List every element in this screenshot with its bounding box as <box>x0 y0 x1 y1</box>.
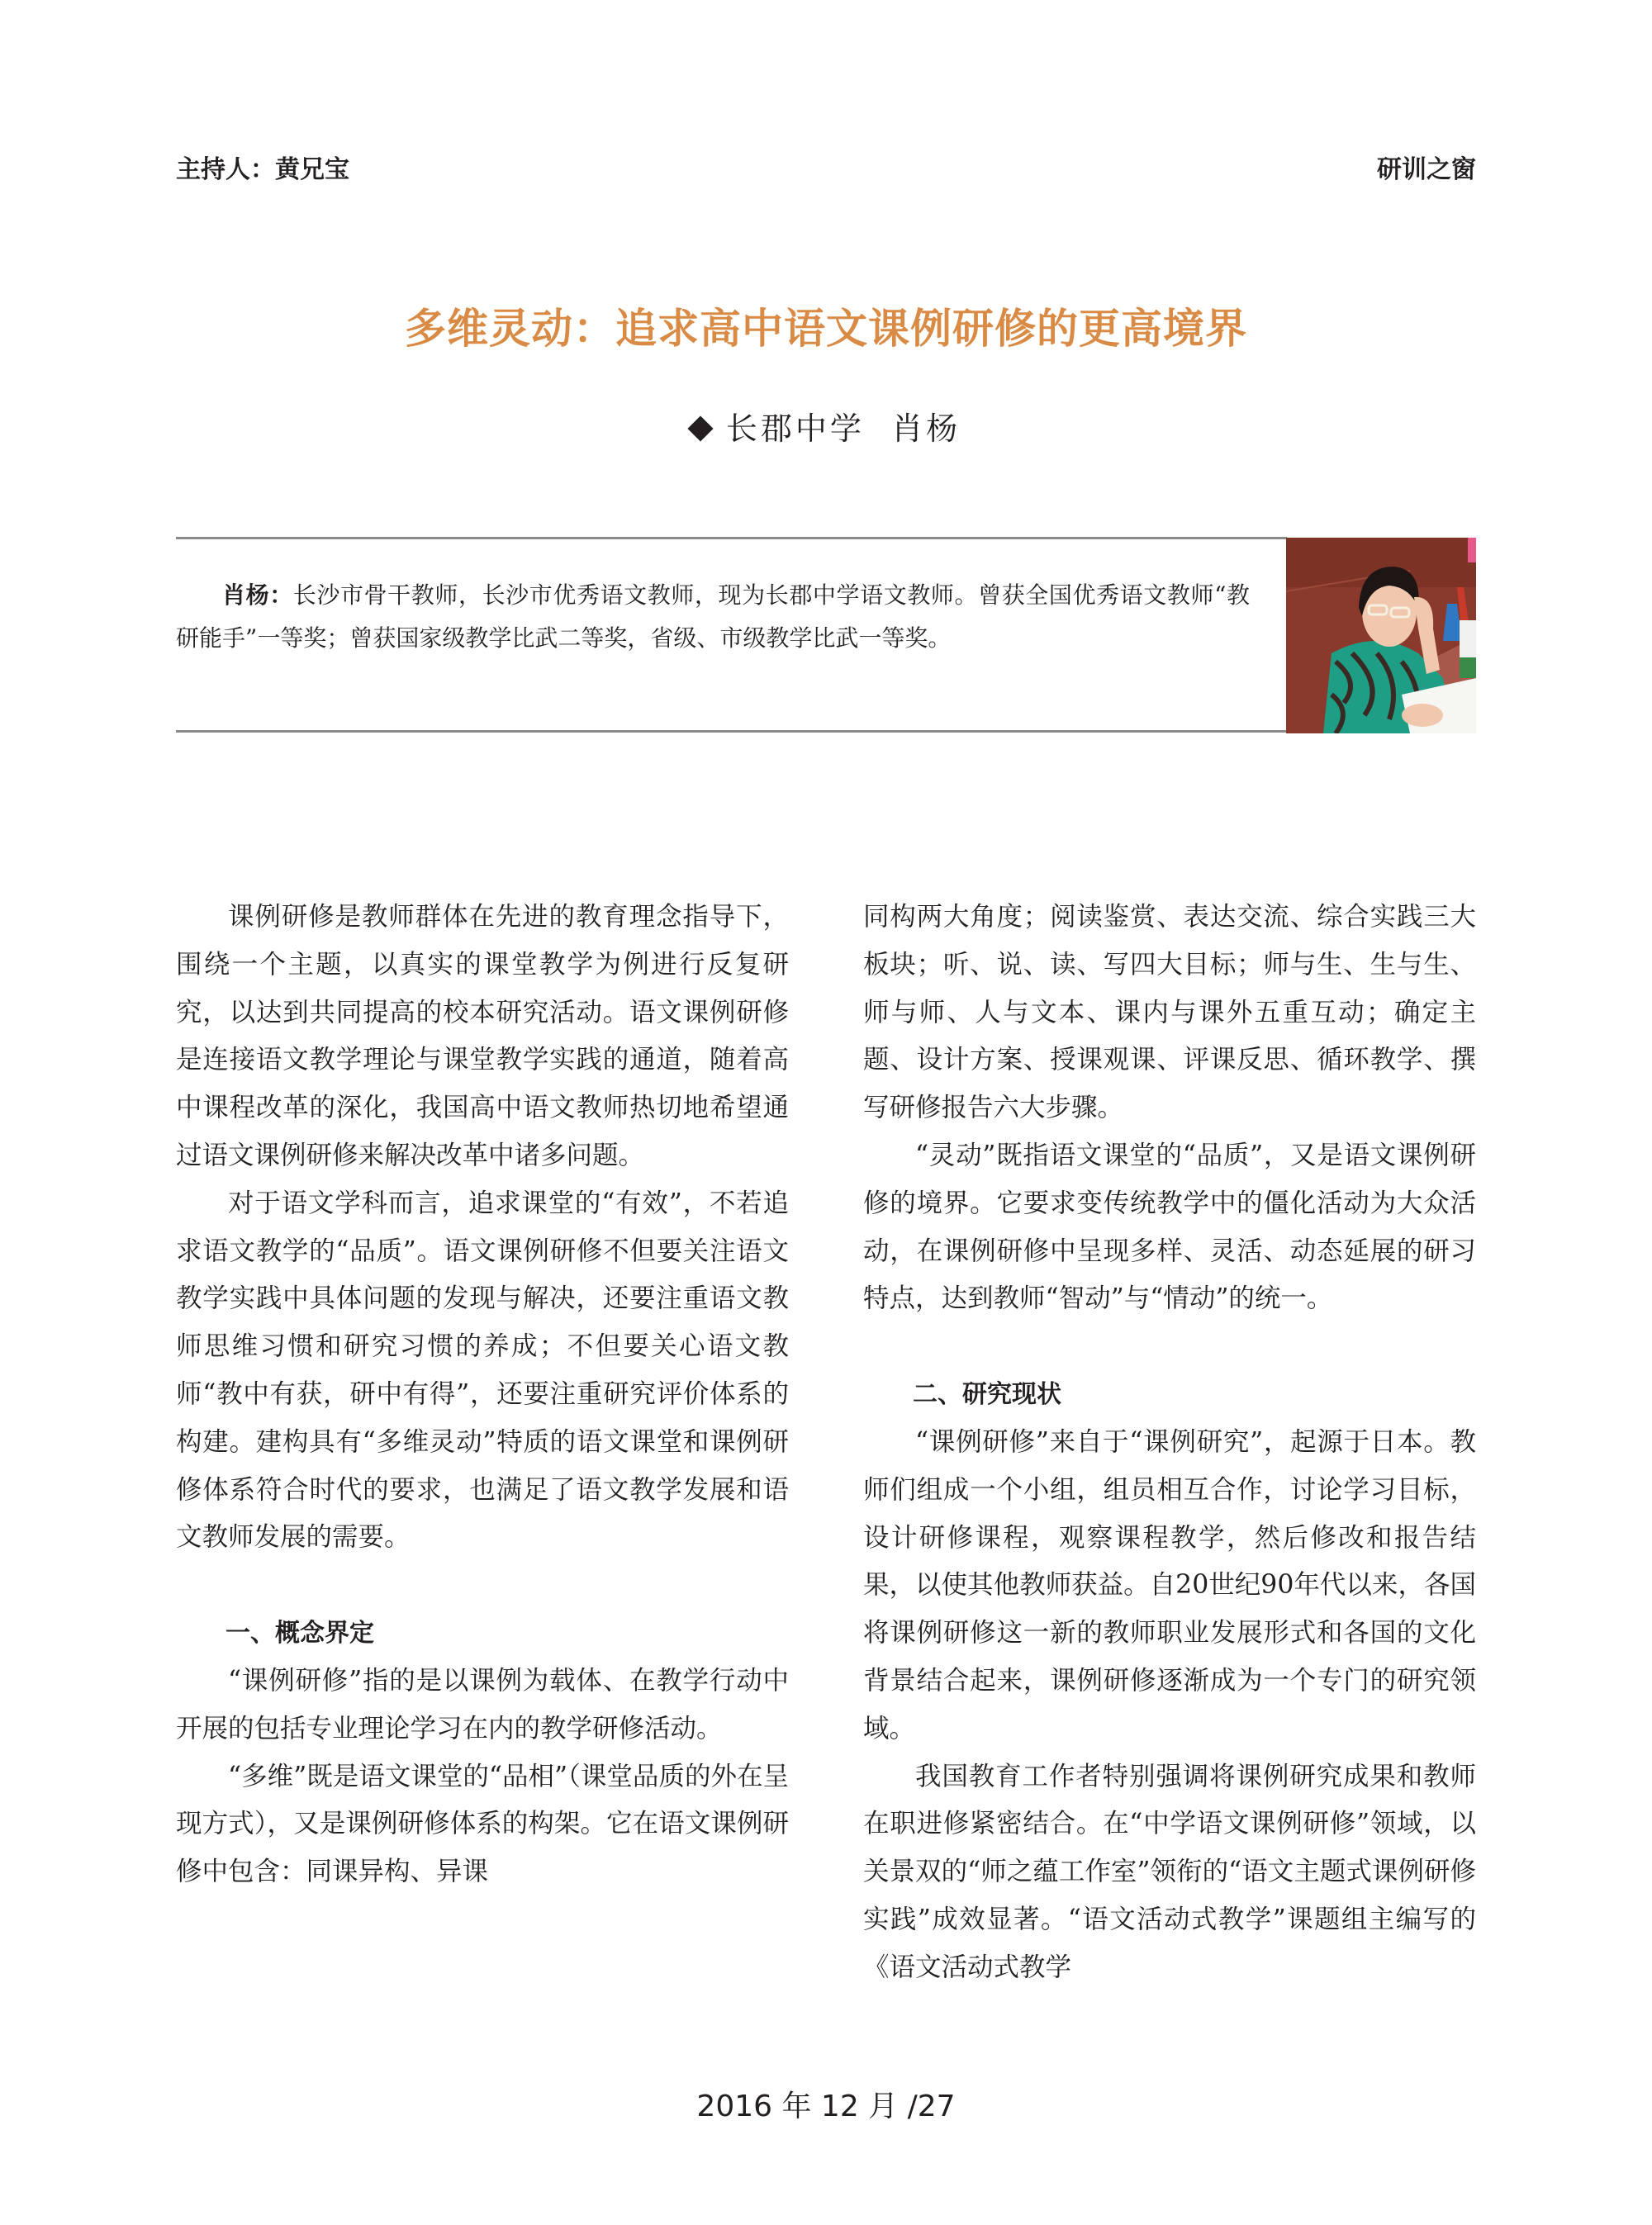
host-label: 主持人：黄兄宝 <box>176 155 349 184</box>
bio-top-rule <box>176 537 1287 539</box>
byline <box>0 403 1652 448</box>
left-column <box>176 894 789 1896</box>
paragraph-multidimension: “多维”既是语文课堂的“品相”（课堂品质的外在呈现方式），又是课例研修体系的构架。它在语文课例研修中包含：同课异构、异课 <box>176 1761 789 1887</box>
paragraph-china: 我国教育工作者特别强调将课例研究成果和教师在职进修紧密结合。在“中学语文课例研修”领域，以关景双的“师之蕴工作室”领衔的“语文主题式课例研修实践”成效显著。“语文活动式教学”课题组主编写的《语文活动式教学 <box>863 1761 1476 1982</box>
paragraph-multidimension-cont: 同构两大角度；阅读鉴赏、表达交流、综合实践三大板块；听、说、读、写四大目标；师与生、生与生、师与师、人与文本、课内与课外五重互动；确定主题、设计方案、授课观课、评课反思、循环教学、撰写研修报告六大步骤。 <box>863 902 1476 1123</box>
bio-text: 长沙市骨干教师，长沙市优秀语文教师，现为长郡中学语文教师。曾获全国优秀语文教师“教研能手”一等奖；曾获国家级教学比武二等奖，省级、市级教学比武一等奖。 <box>176 581 1250 652</box>
bio-bottom-rule <box>176 730 1287 733</box>
section-heading-2: 二、研究现状 <box>913 1380 1061 1410</box>
paragraph-intro: 课例研修是教师群体在先进的教育理念指导下，围绕一个主题，以真实的课堂教学为例进行反复研究，以达到共同提高的校本研究活动。语文课例研修是连接语文教学理论与课堂教学实践的通道，随着高中课程改革的深化，我国高中语文教师热切地希望通过语文课例研修来解决改革中诸多问题。 <box>176 902 789 1170</box>
column-name: 研训之窗 <box>1377 155 1476 184</box>
author-bio <box>176 574 1250 660</box>
byline-text: 长郡中学 肖杨 <box>725 410 961 447</box>
portrait-illustration <box>1286 538 1476 733</box>
article-title: 多维灵动：追求高中语文课例研修的更高境界 <box>405 304 1247 353</box>
section-heading-1: 一、概念界定 <box>225 1619 374 1649</box>
paragraph-quality: 对于语文学科而言，追求课堂的“有效”，不若追求语文教学的“品质”。语文课例研修不但要关注语文教学实践中具体问题的发现与解决，还要注重语文教师思维习惯和研究习惯的养成；不但要关心语文教师“教中有获，研中有得”，还要注重研究评价体系的构建。建构具有“多维灵动”特质的语文课堂和课例研修体系符合时代的要求，也满足了语文教学发展和语文教师发展的需要。 <box>176 1188 789 1553</box>
bio-name: 肖杨： <box>222 581 293 609</box>
author-portrait-photo <box>1286 538 1476 733</box>
paragraph-definition: “课例研修”指的是以课例为载体、在教学行动中开展的包括专业理论学习在内的教学研修活动。 <box>176 1665 789 1743</box>
page-footer: 2016 年 12 月 /27 <box>696 2090 956 2123</box>
paragraph-origin: “课例研修”来自于“课例研究”，起源于日本。教师们组成一个小组，组员相互合作，讨论学习目标，设计研修课程，观察课程教学，然后修改和报告结果，以使其他教师获益。自20世纪90年代以来，各国将课例研修这一新的教师职业发展形式和各国的文化背景结合起来，课例研修逐渐成为一个专门的研究领域。 <box>863 1426 1476 1743</box>
diamond-bullet-icon <box>687 415 713 441</box>
right-column <box>863 894 1476 1992</box>
paragraph-lingdong: “灵动”既指语文课堂的“品质”，又是语文课例研修的境界。它要求变传统教学中的僵化活动为大众活动，在课例研修中呈现多样、灵活、动态延展的研习特点，达到教师“智动”与“情动”的统一。 <box>863 1140 1476 1314</box>
